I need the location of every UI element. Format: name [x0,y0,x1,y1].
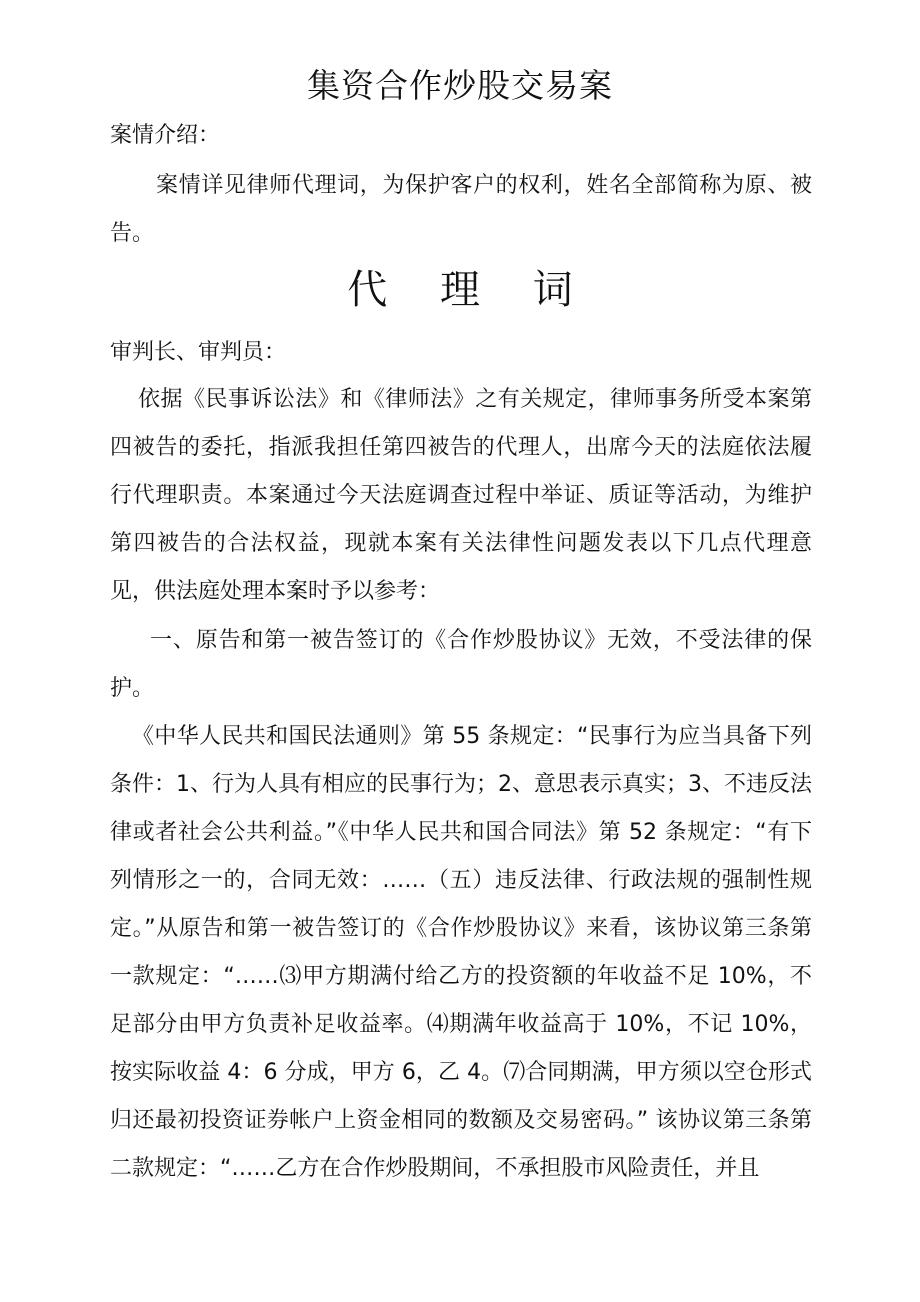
case-intro-label: 案情介绍： [110,123,221,148]
law-citation-paragraph: 《中华人民共和国民法通则》第 55 条规定：“民事行为应当具备下列条件：1、行为人具有相应的民事行为；2、意思表示真实；3、不违反法律或者社会公共利益。”《中华人民共和国合同法》第 52 条规定：“有下列情形之一的，合同无效：……（五）违反法律、行政法规的强制性规定。”从原告和第一被告签订的《合作炒股协议》来看，该协议第三条第一款规定：“……⑶甲方期满付给乙方的投资额的年收益不足 10%，不足部分由甲方负责补足收益率。⑷期满年收益高于 10%，不记 10%，按实际收益 4：6 分成，甲方 6，乙 4。⑺合同期满，甲方须以空仓形式归还最初投资证券帐户上资金相同的数额及交易密码。” 该协议第三条第二款规定：“……乙方在合作炒股期间，不承担股市风险责任，并且 [110,724,812,1181]
case-intro-paragraph: 案情详见律师代理词，为保护客户的权利，姓名全部简称为原、被告。 [110,173,812,246]
opinion-point-one: 一、原告和第一被告签订的《合作炒股协议》无效，不受法律的保护。 [110,628,812,701]
section-title: 代 理 词 [347,267,593,313]
salutation: 审判长、审判员： [110,340,287,365]
basis-paragraph: 依据《民事诉讼法》和《律师法》之有关规定，律师事务所受本案第四被告的委托，指派我担任第四被告的代理人，出席今天的法庭依法履行代理职责。本案通过今天法庭调查过程中举证、质证等活动，为维护第四被告的合法权益，现就本案有关法律性问题发表以下几点代理意见，供法庭处理本案时予以参考： [110,387,812,604]
document-title: 集资合作炒股交易案 [307,66,613,105]
